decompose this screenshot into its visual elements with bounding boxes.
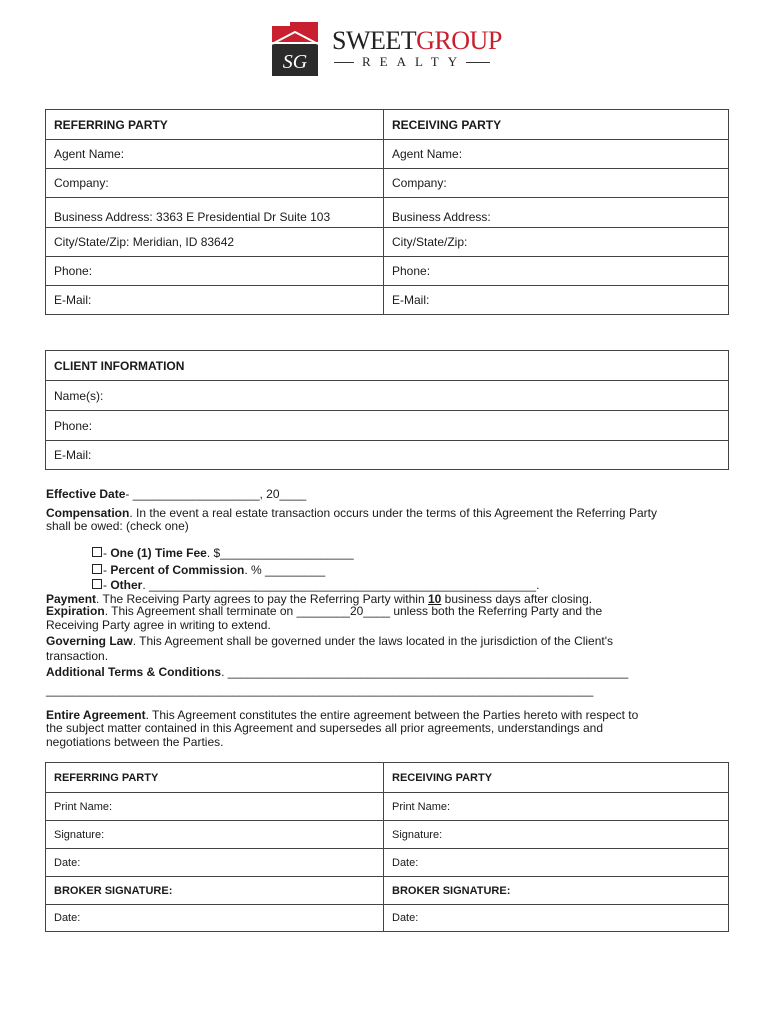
entire-agreement-line-2: the subject matter contained in this Agreement and supersedes all prior agreements, understandings and [46, 721, 604, 735]
logo-mark-letters: SG [282, 51, 308, 73]
referring-party-header: REFERRING PARTY [46, 110, 384, 140]
referring-company-field[interactable]: Company: [46, 169, 384, 198]
table-row [46, 849, 729, 877]
client-information-header: CLIENT INFORMATION [46, 351, 729, 381]
referring-address-field[interactable]: Business Address: 3363 E Presidential Dr Suite 103 [46, 198, 384, 228]
checkbox[interactable] [92, 579, 102, 589]
payment-line: Payment. The Receiving Party agrees to pay the Referring Party within 10 business days after closing. [46, 592, 593, 606]
logo-brand-name: SWEETGROUP [332, 26, 502, 55]
client-email-field[interactable]: E-Mail: [46, 441, 729, 470]
table-row [46, 821, 729, 849]
referring-signature-field[interactable]: Signature: [46, 821, 384, 849]
table-row [46, 877, 729, 905]
logo-subtitle: REALTY [362, 54, 467, 69]
client-phone-field[interactable]: Phone: [46, 411, 729, 441]
table-header-row [46, 110, 729, 140]
additional-terms-line-2: __________________________________________________________________________________ [46, 683, 594, 697]
receiving-address-field[interactable]: Business Address: [384, 198, 729, 228]
logo-rule-right [466, 62, 490, 63]
receiving-company-field[interactable]: Company: [384, 169, 729, 198]
referring-city-state-zip-field[interactable]: City/State/Zip: Meridian, ID 83642 [46, 228, 384, 257]
sig-receiving-party-header: RECEIVING PARTY [384, 763, 729, 793]
table-row [46, 286, 729, 315]
expiration-line: Expiration. This Agreement shall terminate on ________20____ unless both the Referring Party and the [46, 604, 603, 618]
logo-rule-left [334, 62, 354, 63]
receiving-date-field[interactable]: Date: [384, 849, 729, 877]
table-row [46, 793, 729, 821]
entire-agreement-line-3: negotiations between the Parties. [46, 735, 224, 749]
company-logo [270, 22, 500, 80]
effective-date-line: Effective Date- ___________________, 20____ [46, 487, 307, 501]
option-other[interactable]: - Other. __________________________________________________________. [92, 578, 539, 592]
receiving-email-field[interactable]: E-Mail: [384, 286, 729, 315]
referring-phone-field[interactable]: Phone: [46, 257, 384, 286]
receiving-broker-signature-field[interactable]: BROKER SIGNATURE: [384, 877, 729, 905]
signatures-table [45, 762, 729, 932]
receiving-agent-name-field[interactable]: Agent Name: [384, 140, 729, 169]
receiving-phone-field[interactable]: Phone: [384, 257, 729, 286]
receiving-party-header: RECEIVING PARTY [384, 110, 729, 140]
receiving-broker-date-field[interactable]: Date: [384, 905, 729, 932]
client-names-field[interactable]: Name(s): [46, 381, 729, 411]
receiving-signature-field[interactable]: Signature: [384, 821, 729, 849]
table-header-row [46, 763, 729, 793]
referring-broker-date-field[interactable]: Date: [46, 905, 384, 932]
referring-email-field[interactable]: E-Mail: [46, 286, 384, 315]
receiving-print-name-field[interactable]: Print Name: [384, 793, 729, 821]
receiving-city-state-zip-field[interactable]: City/State/Zip: [384, 228, 729, 257]
sig-referring-party-header: REFERRING PARTY [46, 763, 384, 793]
option-percent-commission[interactable]: - Percent of Commission. % _________ [92, 563, 325, 577]
table-row [46, 169, 729, 198]
expiration-line-2: Receiving Party agree in writing to extend. [46, 618, 271, 632]
option-one-time-fee[interactable]: - One (1) Time Fee. $____________________ [92, 546, 354, 560]
table-row [46, 140, 729, 169]
compensation-line: Compensation. In the event a real estate transaction occurs under the terms of this Agreement the Referring Party [46, 506, 657, 520]
table-row [46, 198, 729, 228]
parties-table [45, 109, 729, 315]
compensation-line-2: shall be owed: (check one) [46, 519, 189, 533]
referring-agent-name-field[interactable]: Agent Name: [46, 140, 384, 169]
table-row [46, 905, 729, 932]
client-information-table [45, 350, 729, 470]
governing-law-line: Governing Law. This Agreement shall be governed under the laws located in the jurisdiction of the Client's [46, 634, 614, 648]
additional-terms-line: Additional Terms & Conditions. ____________________________________________________________ [46, 665, 629, 679]
table-row [46, 257, 729, 286]
entire-agreement-line: Entire Agreement. This Agreement constitutes the entire agreement between the Parties hereto with respect to [46, 708, 639, 722]
referring-date-field[interactable]: Date: [46, 849, 384, 877]
referring-broker-signature-field[interactable]: BROKER SIGNATURE: [46, 877, 384, 905]
checkbox[interactable] [92, 564, 102, 574]
checkbox[interactable] [92, 547, 102, 557]
governing-law-line-2: transaction. [46, 649, 109, 663]
table-row [46, 228, 729, 257]
house-logo-icon [270, 22, 320, 78]
referring-print-name-field[interactable]: Print Name: [46, 793, 384, 821]
